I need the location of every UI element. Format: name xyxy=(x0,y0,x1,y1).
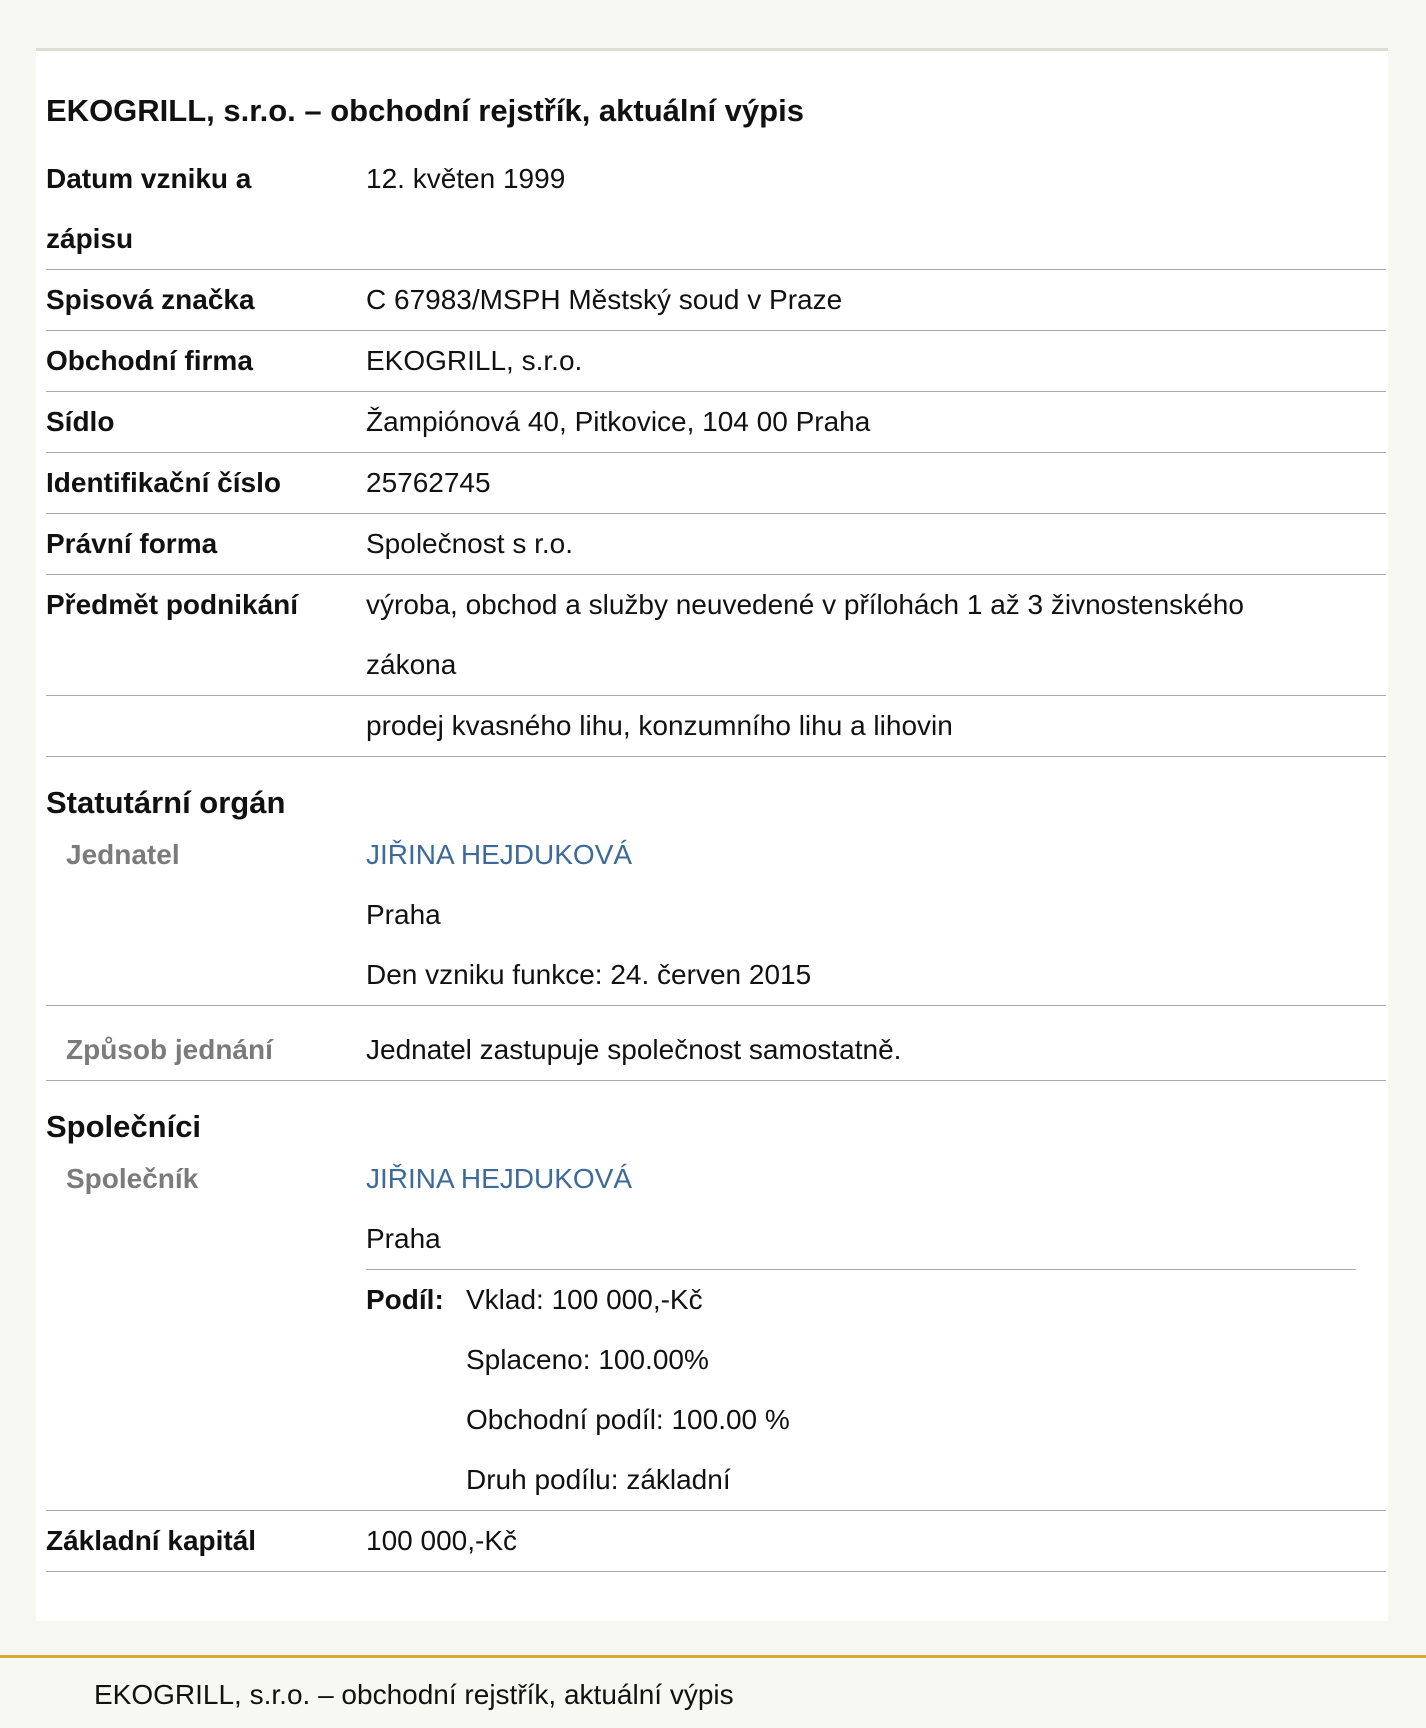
row-label: Právní forma xyxy=(46,528,218,559)
row-value: prodej kvasného lihu, konzumního lihu a lihovin xyxy=(366,710,953,741)
section-heading-statutarni-organ: Statutární orgán xyxy=(46,785,286,820)
row-label: Datum vzniku a zápisu xyxy=(46,163,252,254)
row-obchodni-firma xyxy=(46,331,1386,392)
register-extract-content xyxy=(46,91,1386,1572)
row-label: Způsob jednání xyxy=(66,1034,273,1065)
row-label: Identifikační číslo xyxy=(46,467,281,498)
row-label: Jednatel xyxy=(66,839,180,870)
row-value: Společnost s r.o. xyxy=(366,528,574,559)
person-link-spolecnik[interactable]: JIŘINA HEJDUKOVÁ xyxy=(366,1163,633,1194)
share-obchodni-podil: Obchodní podíl: 100.00 % xyxy=(466,1404,790,1435)
row-label: Sídlo xyxy=(46,406,115,437)
row-sidlo xyxy=(46,392,1386,453)
row-value: výroba, obchod a služby neuvedené v přílohách 1 až 3 živnostenského zákona xyxy=(366,589,1244,680)
share-druh-podilu: Druh podílu: základní xyxy=(466,1464,731,1495)
row-zpusob-jednani xyxy=(46,1006,1386,1081)
row-value: C 67983/MSPH Městský soud v Praze xyxy=(366,284,843,315)
person-city: Praha xyxy=(366,1223,441,1254)
row-identifikacni-cislo xyxy=(46,453,1386,514)
row-label: Společník xyxy=(66,1163,199,1194)
row-label: Předmět podnikání xyxy=(46,589,299,620)
row-value: Jednatel zastupuje společnost samostatně. xyxy=(366,1034,902,1065)
row-value xyxy=(366,825,1386,1005)
section-heading-spolecnici: Společníci xyxy=(46,1109,202,1144)
share-label: Podíl: xyxy=(366,1284,444,1315)
row-datum-vzniku xyxy=(46,149,1386,270)
row-value: 25762745 xyxy=(366,467,491,498)
row-value: 12. květen 1999 xyxy=(366,163,566,194)
row-value: Žampiónová 40, Pitkovice, 104 00 Praha xyxy=(366,406,871,437)
function-start-date: Den vzniku funkce: 24. červen 2015 xyxy=(366,959,812,990)
row-value: EKOGRILL, s.r.o. xyxy=(366,345,583,376)
row-label: Spisová značka xyxy=(46,284,255,315)
row-value xyxy=(366,1149,1386,1510)
footer-title: EKOGRILL, s.r.o. – obchodní rejstřík, aktuální výpis xyxy=(94,1679,734,1710)
register-extract-card xyxy=(36,51,1388,1621)
row-predmet-podnikani-2 xyxy=(46,696,1386,757)
person-link-jednatel[interactable]: JIŘINA HEJDUKOVÁ xyxy=(366,839,633,870)
share-values xyxy=(466,1270,790,1510)
row-label: Základní kapitál xyxy=(46,1525,257,1556)
row-predmet-podnikani xyxy=(46,575,1386,696)
page-title: EKOGRILL, s.r.o. – obchodní rejstřík, aktuální výpis xyxy=(46,93,804,128)
share-vklad: Vklad: 100 000,-Kč xyxy=(466,1284,703,1315)
row-zakladni-kapital xyxy=(46,1511,1386,1572)
row-spolecnik xyxy=(46,1149,1386,1511)
row-jednatel xyxy=(46,825,1386,1006)
row-spisova-znacka xyxy=(46,270,1386,331)
footer-divider xyxy=(0,1655,1426,1658)
row-pravni-forma xyxy=(46,514,1386,575)
share-splaceno: Splaceno: 100.00% xyxy=(466,1344,709,1375)
row-label: Obchodní firma xyxy=(46,345,253,376)
row-value: 100 000,-Kč xyxy=(366,1525,517,1556)
share-block xyxy=(366,1269,1356,1510)
row-label-empty xyxy=(46,696,366,756)
person-city: Praha xyxy=(366,899,441,930)
